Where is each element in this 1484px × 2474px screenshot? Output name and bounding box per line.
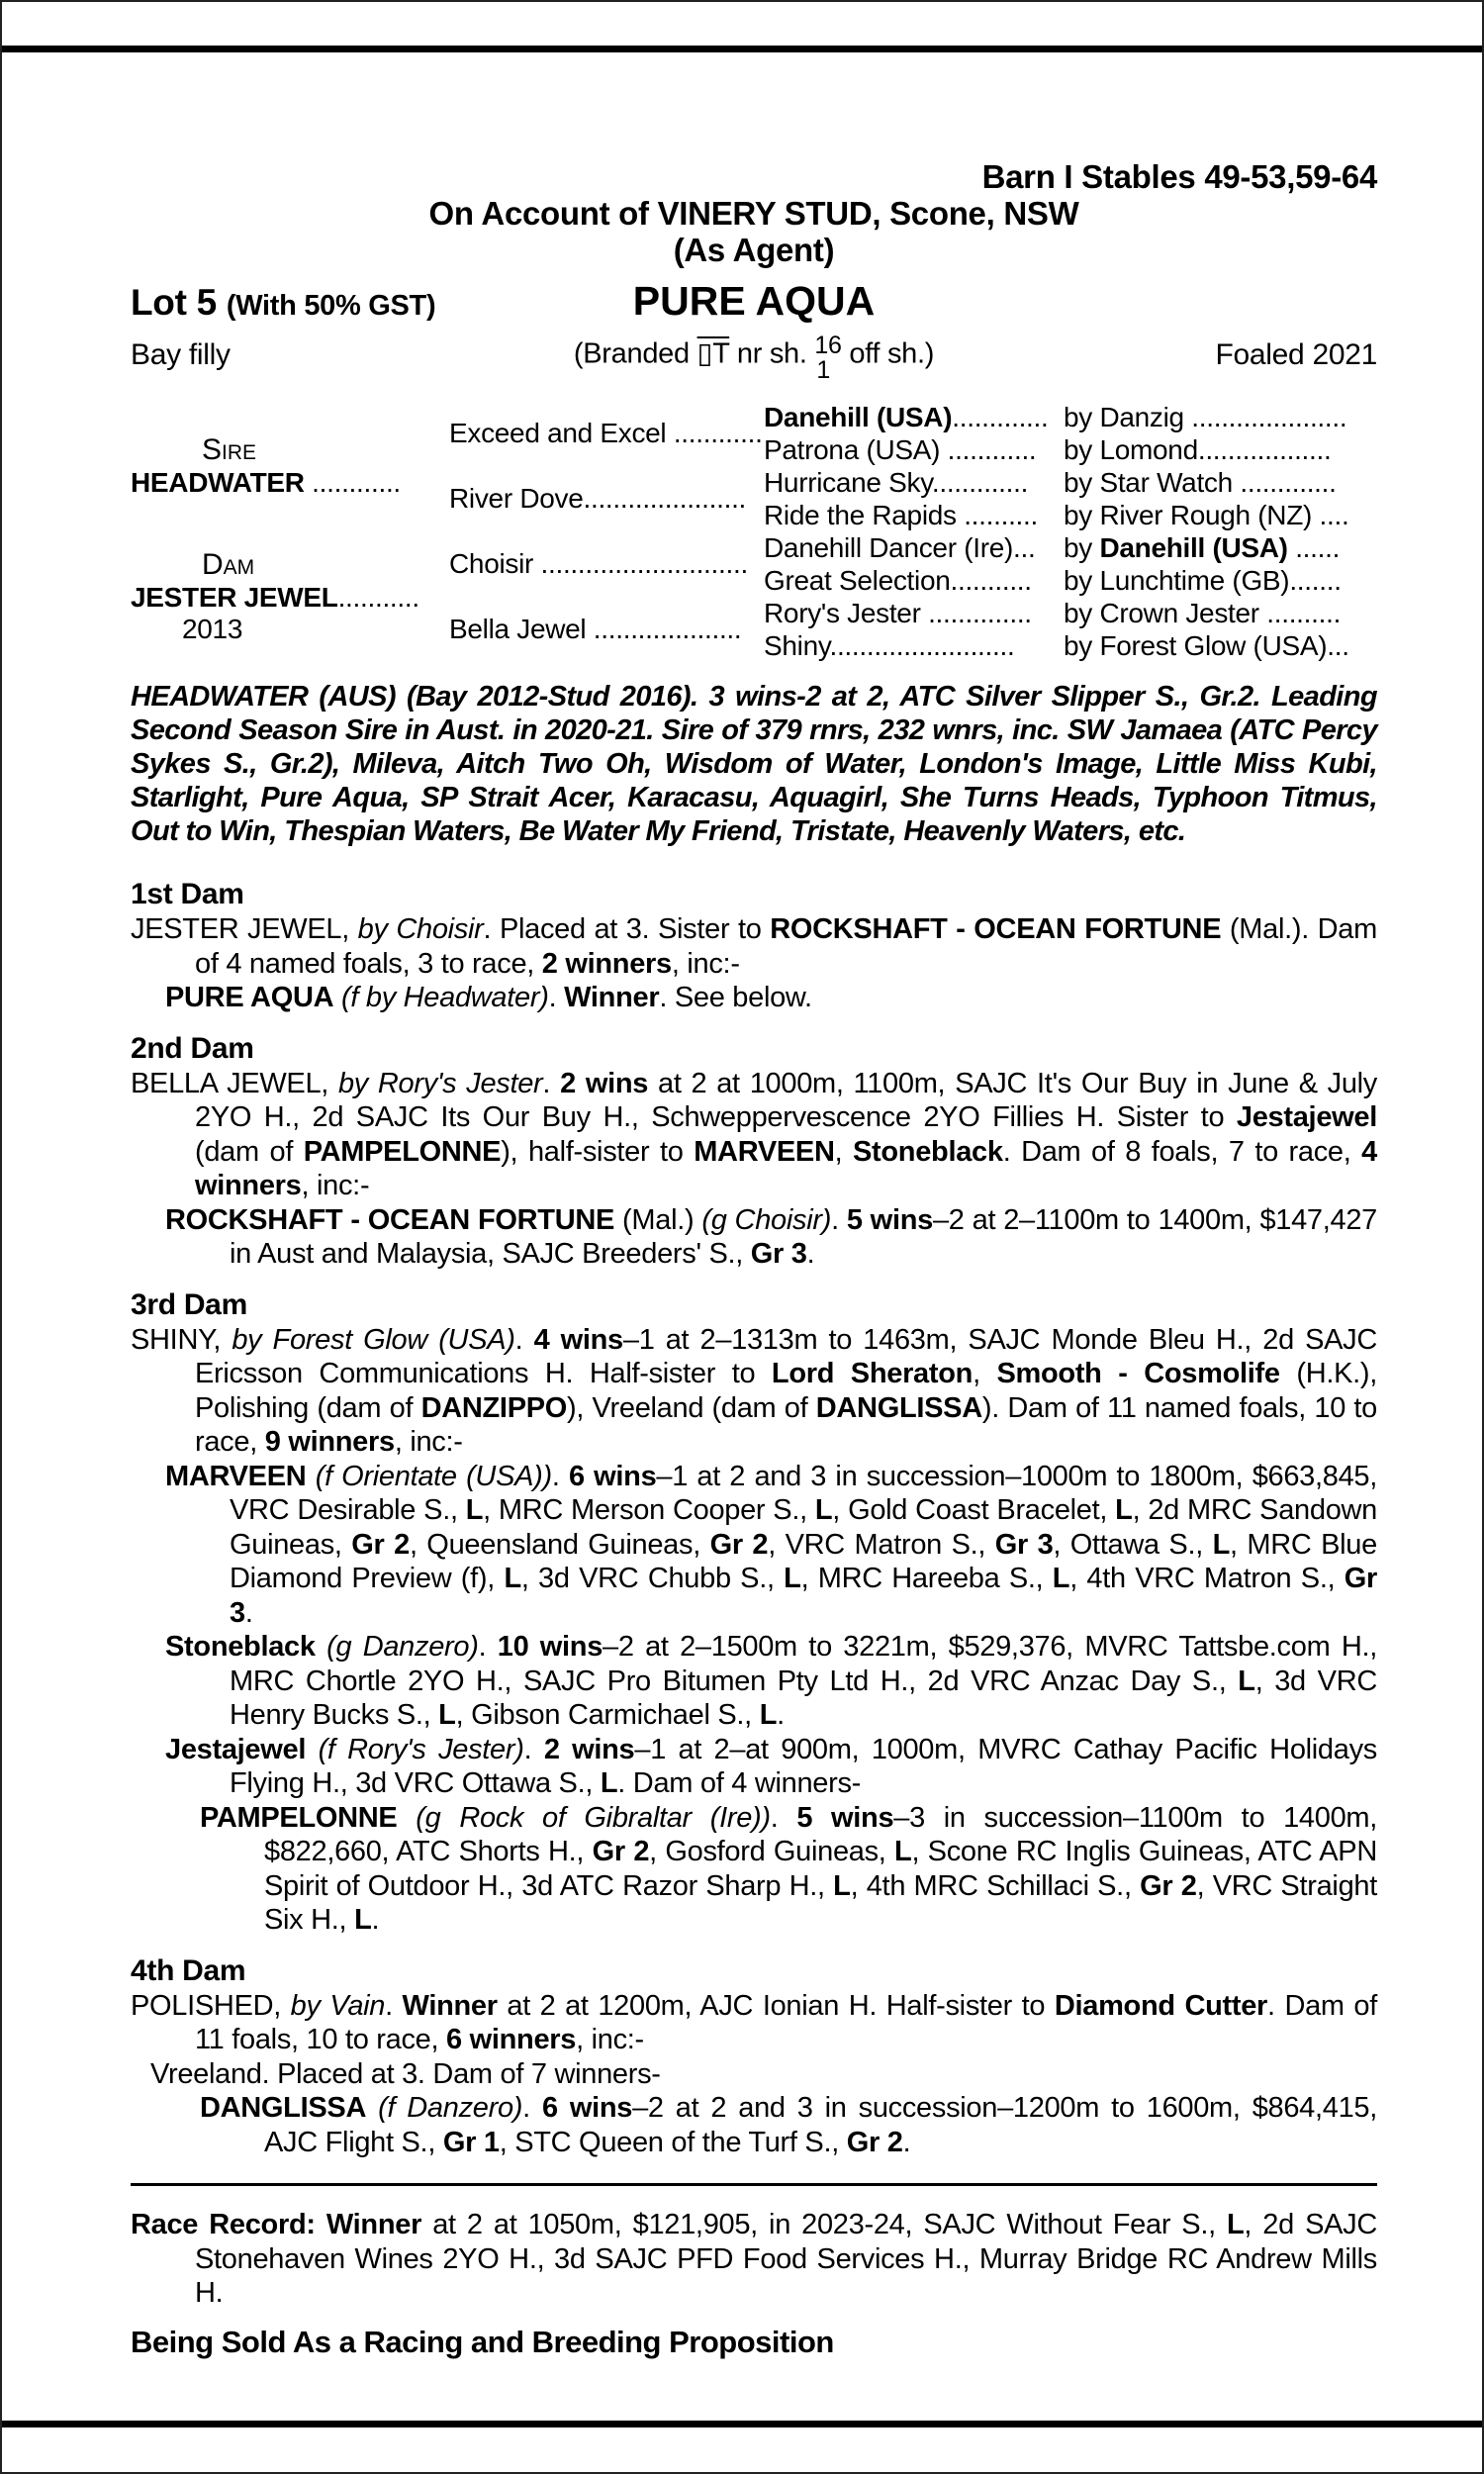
gen3-sire-cell: by Lomond.................. xyxy=(1064,433,1332,465)
gen2-cell: Exceed and Excel ............ xyxy=(449,418,763,448)
sire-name-line xyxy=(131,467,449,499)
gen3-name-cell: Shiny......................... xyxy=(764,629,1015,661)
gen2-cell: Bella Jewel .................... xyxy=(449,614,742,644)
pedigree-paragraph: Stoneblack (g Danzero). 10 wins–2 at 2–1500m to 3221m, $529,376, MVRC Tattsbe.com H., MRC Chortle 2YO H., SAJC Pro Bitumen Pty Ltd H., 2d VRC Anzac Day S., L, 3d VRC Henry Bucks S., L, Gibson Carmichael S., L. xyxy=(165,1631,1377,1731)
horse-name: PURE AQUA xyxy=(632,278,876,324)
divider-rule xyxy=(131,2183,1377,2186)
bottom-rule xyxy=(2,2421,1482,2427)
dam-block xyxy=(131,531,449,662)
gen3-name-cell: Ride the Rapids .......... xyxy=(764,499,1038,530)
pedigree-paragraph: PAMPELONNE (g Rock of Gibraltar (Ire)). 5 wins–3 in succession–1100m to 1400m, $822,660, ATC Shorts H., Gr 2, Gosford Guineas, L, Scone RC Inglis Guineas, ATC APN Spirit of Outdoor H., 3d ATC Razor Sharp H., L, 4th MRC Schillaci S., Gr 2, VRC Straight Six H., L. xyxy=(200,1801,1378,1936)
sire-dots: ............ xyxy=(312,467,401,498)
gen3-name-cell: Rory's Jester .............. xyxy=(764,597,1032,628)
section-heading-3rd-dam: 3rd Dam xyxy=(131,1287,247,1321)
consignor-line: On Account of VINERY STUD, Scone, NSW xyxy=(428,195,1079,232)
section-heading-2nd-dam: 2nd Dam xyxy=(131,1031,254,1065)
section-1st-dam xyxy=(131,877,1377,1015)
pedigree-paragraph: Vreeland. Placed at 3. Dam of 7 winners- xyxy=(150,2057,661,2090)
gen3-sire-cell: by Danzig ..................... xyxy=(1064,401,1347,432)
brand-mark: ▯T xyxy=(696,337,730,370)
sire-name: HEADWATER xyxy=(131,467,313,498)
lot-title-row xyxy=(131,278,1377,326)
brand-prefix: (Branded xyxy=(573,337,697,370)
gen3-name-cell: Hurricane Sky............. xyxy=(764,466,1029,498)
dam-name-line xyxy=(131,582,449,614)
gen3-name-cell: Danehill (USA)............. xyxy=(764,401,1049,432)
gen3-sire-cell: by Danehill (USA) ...... xyxy=(1064,531,1341,563)
section-4th-dam xyxy=(131,1953,1377,2160)
pedigree-paragraph: MARVEEN (f Orientate (USA)). 6 wins–1 at 2 and 3 in succession–1000m to 1800m, $663,845, VRC Desirable S., L, MRC Merson Cooper S., L, Gold Coast Bracelet, L, 2d MRC Sandown Guineas, Gr 2, Queensland Guineas, Gr 2, VRC Matron S., Gr 3, Ottawa S., L, MRC Blue Diamond Preview (f), L, 3d VRC Chubb S., L, MRC Hareeba S., L, 4th VRC Matron S., Gr 3. xyxy=(165,1460,1378,1629)
pedigree-paragraph: Jestajewel (f Rory's Jester). 2 wins–1 at 2–at 900m, 1000m, MVRC Cathay Pacific Holidays Flying H., 3d VRC Ottawa S., L. Dam of 4 winners- xyxy=(165,1733,1377,1799)
dam-label: Dam xyxy=(202,548,255,581)
gen3-sire-cell: by Star Watch ............. xyxy=(1064,466,1337,498)
pedigree-table xyxy=(131,401,1377,662)
pedigree-paragraph: ROCKSHAFT - OCEAN FORTUNE (Mal.) (g Choisir). 5 wins–2 at 2–1100m to 1400m, $147,427 in Aust and Malaysia, SAJC Breeders' S., Gr 3. xyxy=(165,1203,1378,1270)
sale-condition-line: Being Sold As a Racing and Breeding Proposition xyxy=(131,2324,834,2359)
pedigree-paragraph: POLISHED, by Vain. Winner at 2 at 1200m, AJC Ionian H. Half-sister to Diamond Cutter. Dam of 11 foals, 10 to race, 6 winners, inc:- xyxy=(131,1989,1378,2055)
dam-name: JESTER JEWEL xyxy=(131,582,338,613)
gst-note: (With 50% GST) xyxy=(226,290,436,322)
lot-label: Lot 5 xyxy=(131,282,227,323)
sire-block xyxy=(131,401,449,531)
description-row xyxy=(131,330,1377,384)
section-3rd-dam xyxy=(131,1287,1377,1938)
section-heading-4th-dam: 4th Dam xyxy=(131,1953,246,1987)
section-heading-1st-dam: 1st Dam xyxy=(131,878,244,910)
page-content xyxy=(131,2,1377,2360)
gen3-sire-cell: by Forest Glow (USA)... xyxy=(1064,629,1349,661)
gen2-cell: Choisir ............................ xyxy=(449,548,748,579)
gen3-name-cell: Great Selection........... xyxy=(764,564,1032,596)
gen3-sire-cell: by River Rough (NZ) .... xyxy=(1064,499,1349,530)
brand-number xyxy=(814,333,841,383)
barn-stables-line: Barn I Stables 49-53,59-64 xyxy=(981,158,1377,195)
gen3-name-cell: Patrona (USA) ............ xyxy=(764,433,1037,465)
gen3-sire-cell: by Crown Jester .......... xyxy=(1064,597,1342,628)
foaled-year: Foaled 2021 xyxy=(1215,338,1377,371)
agent-line: (As Agent) xyxy=(673,232,835,268)
brand-number-bottom: 1 xyxy=(816,356,830,384)
pedigree-paragraph: PURE AQUA (f by Headwater). Winner. See below. xyxy=(165,982,812,1013)
dam-dots: ........... xyxy=(337,582,419,613)
lot-number xyxy=(131,282,526,324)
gen2-cell: River Dove...................... xyxy=(449,483,747,514)
gen3-name-cell: Danehill Dancer (Ire)... xyxy=(764,531,1036,563)
sire-summary-paragraph: HEADWATER (AUS) (Bay 2012-Stud 2016). 3 wins-2 at 2, ATC Silver Slipper S., Gr.2. Leading Second Season Sire in Aust. in 2020-21. Sire of 379 rnrs, 232 wnrs, inc. SW Jamaea (ATC Percy Sykes S., Gr.2), Mileva, Aitch Two Oh, Wisdom of Water, London's Image, Little Miss Kubi, Starlight, Pure Aqua, SP Strait Acer, Karacasu, Aquagirl, She Turns Heads, Typhoon Titmus, Out to Win, Thespian Waters, Be Water My Friend, Tristate, Heavenly Waters, etc. xyxy=(131,681,1377,847)
brand-suffix: off sh.) xyxy=(841,337,935,370)
brand-note xyxy=(526,331,981,384)
section-2nd-dam xyxy=(131,1031,1377,1272)
race-record-paragraph: Race Record: Winner at 2 at 1050m, $121,905, in 2023-24, SAJC Without Fear S., L, 2d SAJC Stonehaven Wines 2YO H., 3d SAJC PFD Food Services H., Murray Bridge RC Andrew Mills H. xyxy=(131,2209,1377,2309)
brand-number-top: 16 xyxy=(814,332,842,359)
sire-label: Sire xyxy=(202,433,257,466)
brand-mid: nr sh. xyxy=(729,337,815,370)
sex-colour: Bay filly xyxy=(131,338,231,371)
pedigree-paragraph: DANGLISSA (f Danzero). 6 wins–2 at 2 and 3 in succession–1200m to 1600m, $864,415, AJC Flight S., Gr 1, STC Queen of the Turf S., Gr 2. xyxy=(200,2092,1378,2158)
pedigree-paragraph: SHINY, by Forest Glow (USA). 4 wins–1 at 2–1313m to 1463m, SAJC Monde Bleu H., 2d SAJC Ericsson Communications H. Half-sister to Lord Sheraton, Smooth - Cosmolife (H.K.), Polishing (dam of DANZIPPO), Vreeland (dam of DANGLISSA). Dam of 11 named foals, 10 to race, 9 winners, inc:- xyxy=(131,1323,1378,1458)
pedigree-paragraph: JESTER JEWEL, by Choisir. Placed at 3. Sister to ROCKSHAFT - OCEAN FORTUNE (Mal.). Dam of 4 named foals, 3 to race, 2 winners, inc:- xyxy=(131,913,1377,980)
pedigree-paragraph: BELLA JEWEL, by Rory's Jester. 2 wins at 2 at 1000m, 1100m, SAJC It's Our Buy in June & July 2YO H., 2d SAJC Its Our Buy H., Schweppervescence 2YO Fillies H. Sister to Jestajewel (dam of PAMPELONNE), half-sister to MARVEEN, Stoneblack. Dam of 8 foals, 7 to race, 4 winners, inc:- xyxy=(131,1067,1378,1201)
gen3-sire-cell: by Lunchtime (GB)....... xyxy=(1064,564,1342,596)
dam-year: 2013 xyxy=(182,614,243,644)
